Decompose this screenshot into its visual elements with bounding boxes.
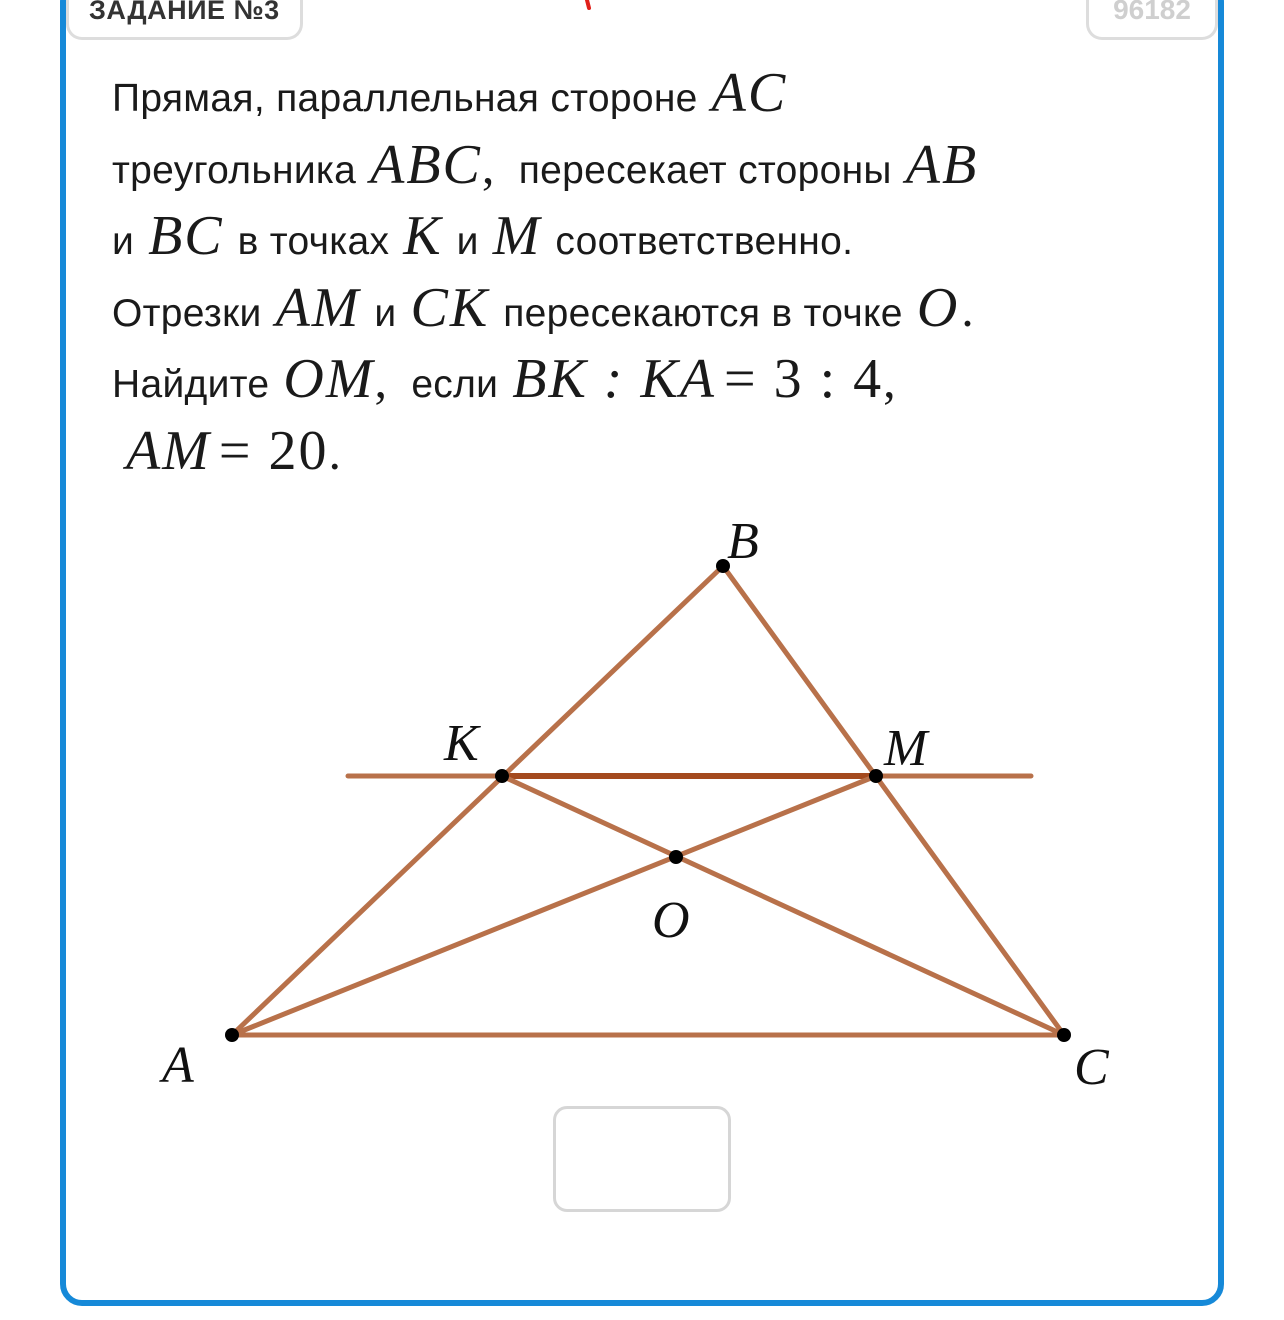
label-M: M: [884, 720, 928, 777]
text: пересекаются в точке: [503, 291, 903, 335]
text: Отрезки: [112, 291, 262, 335]
point-K: [495, 769, 509, 783]
text: Прямая, параллельная стороне: [112, 77, 698, 120]
period: .: [961, 280, 975, 337]
math-K: K: [403, 205, 443, 267]
math-BC: BC: [148, 205, 224, 267]
math-OM: OM: [283, 348, 375, 410]
text: и: [112, 220, 135, 263]
point-O: [669, 850, 683, 864]
point-A: [225, 1028, 239, 1042]
text: треугольника: [112, 148, 357, 192]
math-ABC: ABC: [370, 133, 482, 196]
math-CK: CK: [410, 276, 490, 339]
label-B: B: [727, 513, 759, 570]
math-AC: AC: [711, 62, 788, 124]
text: соответственно.: [555, 220, 854, 263]
label-O: O: [652, 892, 690, 949]
math-ratio-lhs: BK : KA: [512, 348, 717, 410]
math-AB: AB: [905, 133, 979, 196]
math-O: O: [916, 276, 960, 339]
label-C: C: [1074, 1039, 1109, 1096]
comma: ,: [374, 352, 388, 408]
label-K: K: [444, 715, 479, 772]
math-M: M: [492, 205, 542, 267]
comma: ,: [883, 352, 896, 408]
comma: ,: [481, 137, 495, 194]
math-AM: AM: [126, 419, 211, 482]
point-C: [1057, 1028, 1071, 1042]
period: .: [328, 423, 342, 480]
side-BC: [723, 566, 1064, 1035]
text: и: [374, 291, 397, 335]
math-ratio-rhs: = 3 : 4: [724, 348, 884, 410]
point-M: [869, 769, 883, 783]
text: если: [411, 363, 499, 406]
label-A: A: [162, 1037, 194, 1094]
text: в точках: [237, 220, 390, 263]
text: и: [456, 220, 479, 263]
task-number-label: ЗАДАНИЕ №3: [66, 0, 303, 40]
text: Найдите: [112, 363, 270, 406]
side-AB: [232, 566, 723, 1035]
answer-input[interactable]: [553, 1106, 731, 1212]
math-value: = 20: [218, 419, 329, 482]
text: пересекает стороны: [518, 148, 892, 192]
task-id: 96182: [1086, 0, 1218, 40]
math-AM: AM: [275, 276, 361, 339]
